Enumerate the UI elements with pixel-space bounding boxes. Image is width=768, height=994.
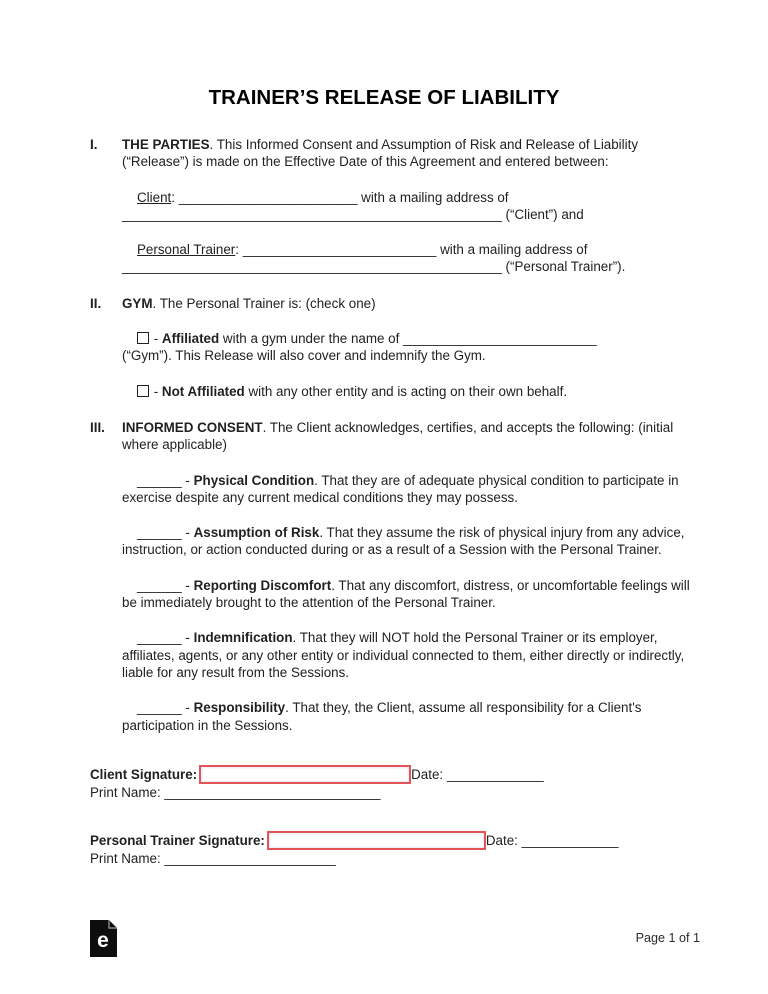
section-parties-numeral: I. (90, 137, 98, 152)
initial-blank: ______ (137, 630, 182, 646)
client-date-label: Date: (411, 766, 447, 782)
page-indicator: Page 1 of 1 (635, 930, 700, 945)
consent-text: . That they, the Client, assume all responsibility for a Client's participation in the Sessions. (122, 700, 642, 733)
trainer-address-blank: ___________________________________________________ (122, 259, 502, 275)
checkbox-affiliated[interactable] (137, 332, 149, 344)
not-affiliated-text: with any other entity and is acting on their own behalf. (244, 383, 568, 399)
trainer-label-sep: : (235, 242, 243, 258)
client-print-blank: _____________________________ (164, 784, 381, 800)
consent-term: Reporting Discomfort (193, 577, 332, 593)
section-gym-text: . The Personal Trainer is: (check one) (152, 295, 376, 311)
consent-text: . That any discomfort, distress, or uncomfortable feelings will be immediately brought to the attention of the Personal Trainer. (122, 577, 690, 611)
trainer-print-blank: _______________________ (164, 851, 336, 867)
client-date-blank: _____________ (446, 766, 544, 782)
consent-term: Physical Condition (193, 472, 315, 488)
section-gym-numeral: II. (90, 295, 102, 311)
trainer-name-blank: __________________________ (242, 242, 437, 258)
section-parties-heading: THE PARTIES (122, 137, 210, 152)
trainer-signature-field[interactable] (267, 831, 486, 850)
initial-blank: ______ (137, 472, 182, 488)
consent-text: . That they will NOT hold the Personal Trainer or its employer, affiliates, agents, or any other entity or individual connected to them, either directly or indirectly, liable for any result from the Sessions. (122, 630, 685, 680)
affiliated-text: with a gym under the name of (219, 331, 404, 347)
consent-item-responsibility (122, 699, 700, 734)
section-parties-intro (122, 136, 700, 171)
page-footer (90, 920, 700, 957)
item-dash: - (181, 525, 194, 541)
client-print-label: Print Name: (90, 784, 165, 800)
signature-block (90, 765, 700, 868)
eforms-logo-icon (90, 920, 117, 957)
client-clause (122, 189, 700, 224)
trainer-signature-label: Personal Trainer Signature: (90, 833, 265, 849)
consent-term: Indemnification (193, 630, 293, 646)
trainer-date-blank: _____________ (521, 833, 619, 849)
section-consent-intro (122, 419, 700, 454)
initial-blank: ______ (137, 525, 182, 541)
trainer-print-label: Print Name: (90, 851, 165, 867)
section-gym (90, 295, 700, 400)
consent-text: . That they are of adequate physical condition to participate in exercise despite any current medical conditions they may possess. (122, 472, 679, 505)
item-dash: - (181, 700, 194, 716)
client-signature-row (90, 765, 700, 784)
item-dash: - (181, 472, 194, 488)
eforms-logo-letter: e (97, 929, 109, 952)
trainer-clause (122, 241, 700, 276)
trainer-signature-row (90, 831, 700, 850)
client-label-sep: : (171, 189, 179, 205)
initial-blank: ______ (137, 577, 182, 593)
section-consent-numeral: III. (90, 419, 105, 435)
checkbox-not-affiliated[interactable] (137, 385, 149, 397)
client-address-blank: ___________________________________________________ (122, 206, 502, 222)
consent-text: . That they assume the risk of physical injury from any advice, instruction, or action conducted during or as a result of a Session with the Personal Trainer. (122, 525, 685, 558)
trainer-print-name-row (90, 850, 700, 867)
client-after-name: with a mailing address of (357, 189, 509, 205)
section-gym-intro (122, 295, 700, 312)
affiliated-dash: - (150, 331, 162, 347)
section-informed-consent (90, 419, 700, 734)
client-signature-label: Client Signature: (90, 766, 198, 782)
client-name-blank: ________________________ (178, 189, 358, 205)
affiliated-term: Affiliated (161, 331, 220, 347)
consent-item-indemnification (122, 629, 700, 681)
initial-blank: ______ (137, 700, 182, 716)
not-affiliated-option (122, 383, 700, 400)
document-title: TRAINER’S RELEASE OF LIABILITY (208, 86, 560, 109)
item-dash: - (181, 577, 194, 593)
consent-item-physical-condition (122, 472, 700, 507)
trainer-date-label: Date: (485, 833, 522, 849)
consent-term: Assumption of Risk (193, 525, 320, 541)
consent-item-reporting-discomfort (122, 577, 700, 612)
client-label: Client (137, 189, 172, 205)
consent-item-assumption-of-risk (122, 524, 700, 559)
section-parties-text: . This Informed Consent and Assumption of Risk and Release of Liability (“Release”) is made on the Effective Date of this Agreement and entered between: (122, 137, 639, 170)
not-affiliated-dash: - (150, 383, 162, 399)
section-consent-heading: INFORMED CONSENT (122, 419, 263, 435)
trainer-label: Personal Trainer (137, 242, 236, 258)
trainer-after-address: (“Personal Trainer”). (501, 259, 626, 275)
trainer-after-name: with a mailing address of (436, 242, 588, 258)
item-dash: - (181, 630, 194, 646)
gym-name-blank: __________________________ (403, 331, 597, 347)
client-after-address: (“Client”) and (501, 206, 584, 222)
consent-term: Responsibility (193, 700, 286, 716)
client-print-name-row (90, 784, 700, 801)
section-consent-text: . The Client acknowledges, certifies, and accepts the following: (initial where applicable) (122, 419, 674, 453)
client-signature-field[interactable] (199, 765, 411, 784)
affiliated-option (122, 330, 700, 365)
section-gym-heading: GYM (122, 295, 153, 311)
affiliated-line2: (“Gym”). This Release will also cover and indemnify the Gym. (122, 348, 486, 364)
section-parties (90, 136, 700, 276)
not-affiliated-term: Not Affiliated (161, 383, 245, 399)
